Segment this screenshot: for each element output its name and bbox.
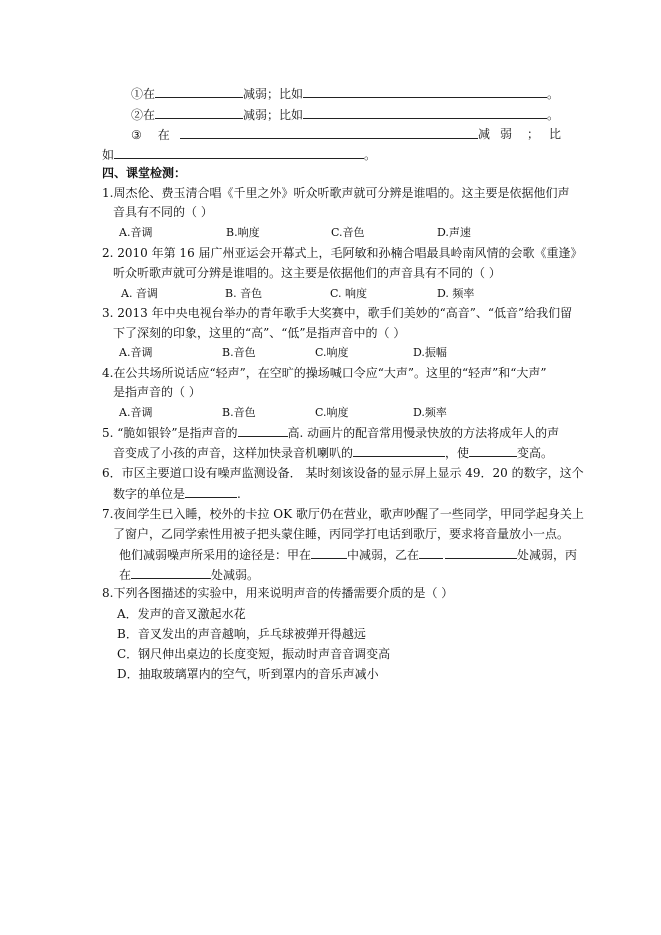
q5-blank-quantity [469,445,517,457]
q4-option-b: B.音色 [222,406,256,419]
q8-option-b: B．音叉发出的声音越响，乒乓球被弹开得越远 [117,627,366,641]
item3-bi: 比 [549,127,562,141]
q5-part2: 高. 动画片的配音常用慢录快放的方法将成年人的声 [287,426,560,440]
q1-option-b: B.响度 [226,226,260,239]
q3-line1: 3. 2013 年中央电视台举办的青年歌手大奖赛中，歌手们美妙的“高音”、“低音”给我们留 [102,306,573,320]
q7-blank-b2 [445,547,517,559]
item2-end: 。 [547,108,560,122]
q5-part5: 变高。 [517,446,554,460]
q6-blank-unit [185,486,237,498]
q7-blank-c [131,567,211,579]
q7-part5: 处减弱。 [211,568,260,582]
q2-option-c: C. 响度 [330,287,368,300]
q6-line1: 6．市区主要道口设有噪声监测设备． 某时刻该设备的显示屏上显示 49．20 的数字，这个 [102,466,584,480]
q7-part1: 他们减弱噪声所采用的途径是：甲在 [119,548,312,562]
q2-option-a: A. 音调 [121,287,158,300]
q3-option-a: A.音调 [119,346,153,359]
item1-blank-place [155,86,243,98]
q3-line2: 下了深刻的印象，这里的“高”、“低”是指声音中的（ ） [113,326,406,340]
q2-line1: 2. 2010 年第 16 届广州亚运会开幕式上，毛阿敏和孙楠合唱最具岭南风情的会歌《重逢》 [102,246,583,260]
q7-blank-a [311,547,347,559]
q1-line2: 音具有不同的（ ） [113,205,213,219]
item3-line-a [131,127,478,142]
item3-at: 在 [157,128,170,142]
item3-cont: 如 [102,148,115,162]
q7-line2: 了窗户，乙同学索性用被子把头蒙住睡，丙同学打电话到歌厅，要求将音量放小一点。 [113,527,570,541]
q5-part3: 音变成了小孩的声音，这样加快录音机喇叭的 [113,446,354,460]
q2-line2: 听众听歌声就可分辨是谁唱的。这主要是依据他们的声音具有不同的（ ） [113,266,501,280]
q7-part3: 处减弱，丙 [517,548,578,562]
q4-option-a: A.音调 [119,406,153,419]
q7-part4: 在 [119,568,132,582]
item3-blank-place [180,127,478,139]
q7-line1: 7.夜间学生已入睡，校外的卡拉 OK 歌厅仍在营业，歌声吵醒了一些同学，甲同学起身关上 [102,507,584,521]
q8-option-c: C．钢尺伸出桌边的长度变短，振动时声音音调变高 [117,647,391,661]
q8-option-d: D．抽取玻璃罩内的空气，听到罩内的音乐声减小 [117,667,379,681]
item3-end: 。 [364,148,377,162]
q5-line1 [102,425,559,440]
item2-line [131,107,559,122]
q3-option-c: C.响度 [315,346,349,359]
q4-option-d: D.频率 [413,406,447,419]
section-heading: 四、课堂检测： [102,166,187,180]
item3-mid: 减 [478,127,491,141]
q8-line1: 8.下列各图描述的实验中，用来说明声音的传播需要介质的是（ ） [102,586,454,600]
item1-number: ①在 [131,87,156,101]
item3-number: ③ [131,128,142,142]
q6-part1: 数字的单位是 [113,487,186,501]
q7-line4 [119,567,259,582]
item3-line-b [102,147,376,162]
q2-option-b: B. 音色 [225,287,263,300]
q5-part1: 5. “脆如银铃”是指声音的 [102,426,238,440]
q1-option-d: D.声速 [437,226,471,239]
item3-semicolon: ； [527,127,540,141]
q2-option-d: D. 频率 [437,287,475,300]
q7-blank-b1 [419,547,443,559]
q4-line2: 是指声音的（ ） [113,385,201,399]
q5-blank-property [238,425,288,437]
q3-option-b: B.音色 [222,346,256,359]
item1-mid: 减弱；比如 [243,87,304,101]
q4-line1: 4.在公共场所说话应“轻声”，在空旷的操场喊口令应“大声”。这里的“轻声”和“大声” [102,366,547,380]
item2-number: ②在 [131,108,156,122]
q5-blank-speed [353,445,445,457]
q6-line2 [113,486,241,501]
item3-mid2: 弱 [500,127,513,141]
item2-mid: 减弱；比如 [243,108,304,122]
q1-option-a: A.音调 [119,226,153,239]
q5-line2 [113,445,553,460]
item2-blank-place [155,107,243,119]
q6-part2: . [237,487,241,501]
item1-line [131,86,559,101]
q1-option-c: C.音色 [331,226,365,239]
q7-line3 [119,547,577,562]
q4-option-c: C.响度 [315,406,349,419]
item1-blank-example [303,86,547,98]
q5-part4: ，使 [445,446,470,460]
item3-blank-example [114,147,364,159]
q1-line1: 1.周杰伦、费玉清合唱《千里之外》听众听歌声就可分辨是谁唱的。这主要是依据他们声 [102,186,570,200]
q7-part2: 中减弱，乙在 [347,548,420,562]
q8-option-a: A．发声的音叉激起水花 [117,607,246,621]
item1-end: 。 [547,87,560,101]
item2-blank-example [303,107,547,119]
q3-option-d: D.振幅 [413,346,447,359]
